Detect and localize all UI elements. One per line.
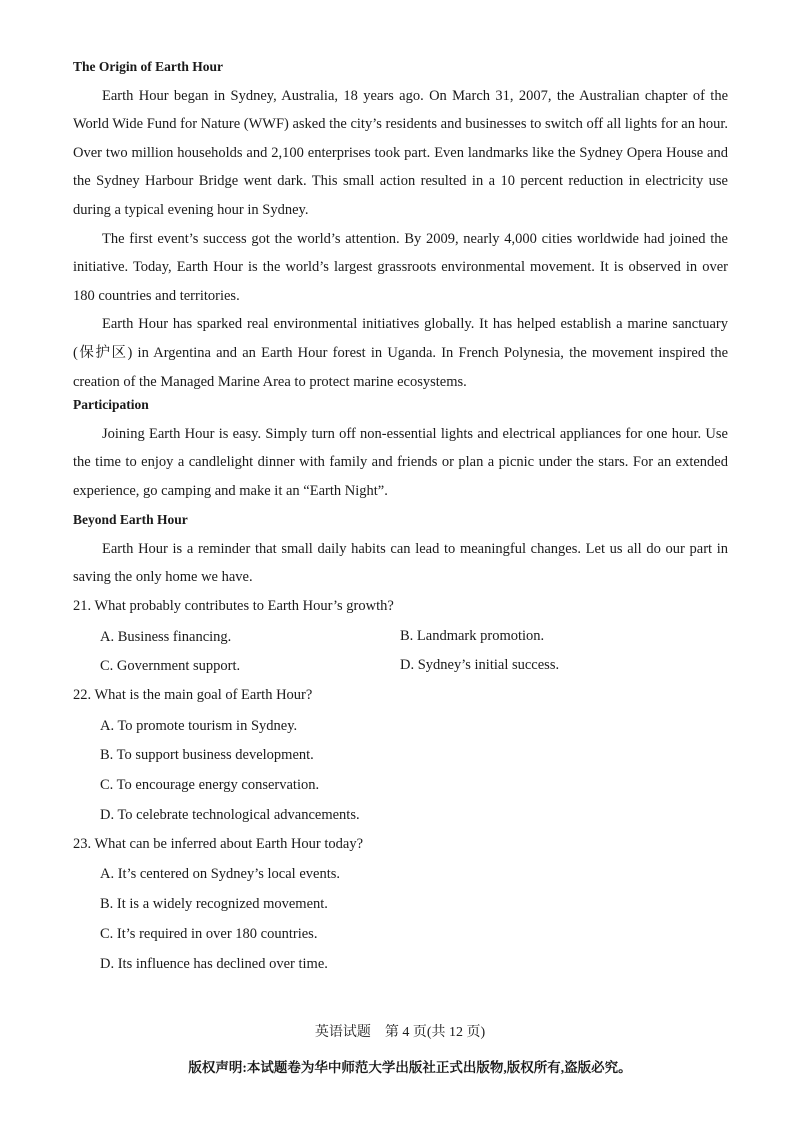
section-origin xyxy=(73,53,728,396)
option-a: A. To promote tourism in Sydney. xyxy=(100,718,298,734)
paragraph: Joining Earth Hour is easy. Simply turn off non-essential lights and electrical appliances for one hour. Use the time to enjoy a candlelight dinner with family and friends or plan a picnic under the stars. For an extended experience, go camping and make it an “Earth Night”. xyxy=(73,425,728,499)
option-d: D. Sydney’s initial success. xyxy=(400,657,560,673)
paragraph: Earth Hour is a reminder that small daily habits can lead to meaningful changes. Let us all do our part in saving the only home we have. xyxy=(73,540,728,586)
question-stem: 22. What is the main goal of Earth Hour? xyxy=(73,687,313,703)
option-c: C. Government support. xyxy=(100,658,241,674)
paragraph: Earth Hour has sparked real environmental initiatives globally. It has helped establish a marine sanctuary (保护区) in Argentina and an Earth Hour forest in Uganda. In French Polynesia, the movement inspired the creation of the Managed Marine Area to protect marine ecosystems. xyxy=(73,316,728,390)
paragraph: The first event’s success got the world’s attention. By 2009, nearly 4,000 cities worldwide had joined the initiative. Today, Earth Hour is the world’s largest grassroots environmental movement. It is observed in over 180 countries and territories. xyxy=(73,230,728,304)
section-heading: Participation xyxy=(73,397,149,412)
paragraph: Earth Hour began in Sydney, Australia, 18 years ago. On March 31, 2007, the Australian chapter of the World Wide Fund for Nature (WWF) asked the city’s residents and businesses to switch off all lights for an hour. Over two million households and 2,100 enterprises took part. Even landmarks like the Sydney Opera House and the Sydney Harbour Bridge went dark. This small action resulted in a 10 percent reduction in electricity use during a typical evening hour in Sydney. xyxy=(73,87,728,218)
option-c: C. To encourage energy conservation. xyxy=(100,777,320,793)
option-d: D. Its influence has declined over time. xyxy=(100,956,328,972)
question-stem: 23. What can be inferred about Earth Hour today? xyxy=(73,836,364,852)
option-d: D. To celebrate technological advancements. xyxy=(100,807,360,823)
section-participation xyxy=(73,391,728,505)
question-stem: 21. What probably contributes to Earth Hour’s growth? xyxy=(73,598,394,614)
option-b: B. To support business development. xyxy=(100,747,314,763)
option-c: C. It’s required in over 180 countries. xyxy=(100,926,318,942)
page-number: 英语试题 第 4 页(共 12 页) xyxy=(314,1025,486,1040)
option-a: A. Business financing. xyxy=(100,629,232,645)
option-b: B. Landmark promotion. xyxy=(400,628,545,644)
section-heading: The Origin of Earth Hour xyxy=(73,59,224,74)
option-a: A. It’s centered on Sydney’s local events. xyxy=(100,866,340,882)
copyright-notice: 版权声明:本试题卷为华中师范大学出版社正式出版物,版权所有,盗版必究。 xyxy=(188,1060,632,1075)
section-beyond xyxy=(73,506,728,592)
option-b: B. It is a widely recognized movement. xyxy=(100,896,328,912)
section-heading: Beyond Earth Hour xyxy=(73,512,188,527)
